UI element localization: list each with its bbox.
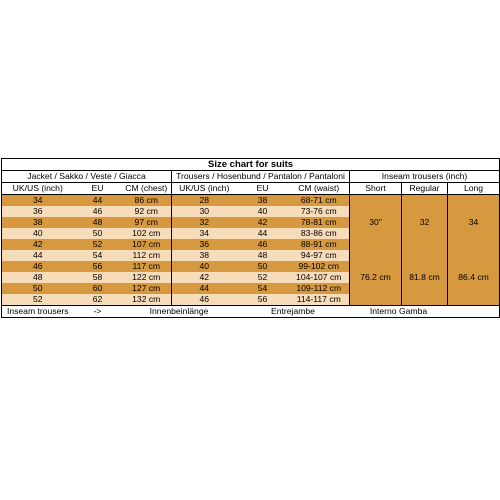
jacket-ukus-cell: 42	[2, 239, 74, 250]
group-header-row	[2, 171, 500, 183]
jacket-cm-cell: 112 cm	[122, 250, 172, 261]
footer-row	[2, 306, 500, 318]
jacket-eu-cell: 62	[74, 294, 122, 306]
jacket-ukus-cell: 44	[2, 250, 74, 261]
jacket-cm-cell: 86 cm	[122, 195, 172, 207]
trousers-eu-cell: 56	[237, 294, 289, 306]
jacket-eu-cell: 54	[74, 250, 122, 261]
jacket-eu-cell: 50	[74, 228, 122, 239]
jacket-eu-cell: 58	[74, 272, 122, 283]
jacket-eu-cell: 52	[74, 239, 122, 250]
footer-italian: Interno Gamba	[350, 306, 448, 318]
jacket-cm-header: CM (chest)	[122, 183, 172, 195]
trousers-ukus-cell: 38	[172, 250, 237, 261]
trousers-eu-header: EU	[237, 183, 289, 195]
jacket-cm-cell: 97 cm	[122, 217, 172, 228]
jacket-ukus-cell: 46	[2, 261, 74, 272]
trousers-ukus-cell: 44	[172, 283, 237, 294]
trousers-cm-cell: 109-112 cm	[289, 283, 350, 294]
jacket-ukus-cell: 38	[2, 217, 74, 228]
jacket-eu-cell: 46	[74, 206, 122, 217]
chart-title: Size chart for suits	[2, 159, 500, 171]
jacket-ukus-cell: 40	[2, 228, 74, 239]
inseam-regular-header: Regular	[402, 183, 448, 195]
table-row	[2, 250, 500, 261]
footer-arrow: ->	[74, 306, 122, 318]
jacket-eu-cell: 48	[74, 217, 122, 228]
trousers-cm-cell: 94-97 cm	[289, 250, 350, 261]
trousers-group-header: Trousers / Hosenbund / Pantalon / Pantaloni	[172, 171, 350, 183]
trousers-cm-cell: 114-117 cm	[289, 294, 350, 306]
jacket-ukus-cell: 36	[2, 206, 74, 217]
inseam-long-header: Long	[448, 183, 500, 195]
jacket-eu-cell: 60	[74, 283, 122, 294]
trousers-ukus-cell: 34	[172, 228, 237, 239]
inseam-long-cm: 86.4 cm	[448, 250, 500, 306]
trousers-cm-cell: 88-91 cm	[289, 239, 350, 250]
trousers-cm-cell: 104-107 cm	[289, 272, 350, 283]
footer-french: Entrejambe	[237, 306, 350, 318]
trousers-eu-cell: 46	[237, 239, 289, 250]
trousers-ukus-cell: 28	[172, 195, 237, 207]
footer-spacer	[448, 306, 500, 318]
trousers-cm-cell: 68-71 cm	[289, 195, 350, 207]
trousers-eu-cell: 40	[237, 206, 289, 217]
inseam-short-header: Short	[350, 183, 402, 195]
jacket-eu-cell: 44	[74, 195, 122, 207]
trousers-ukus-cell: 32	[172, 217, 237, 228]
footer-german: Innenbeinlänge	[122, 306, 237, 318]
table-row	[2, 195, 500, 207]
footer-english: Inseam trousers	[2, 306, 74, 318]
trousers-eu-cell: 48	[237, 250, 289, 261]
jacket-cm-cell: 132 cm	[122, 294, 172, 306]
jacket-eu-header: EU	[74, 183, 122, 195]
trousers-ukus-cell: 42	[172, 272, 237, 283]
trousers-cm-cell: 99-102 cm	[289, 261, 350, 272]
jacket-eu-cell: 56	[74, 261, 122, 272]
inseam-long-inch: 34	[448, 195, 500, 251]
inseam-regular-inch: 32	[402, 195, 448, 251]
column-header-row	[2, 183, 500, 195]
trousers-ukus-cell: 30	[172, 206, 237, 217]
trousers-eu-cell: 50	[237, 261, 289, 272]
jacket-ukus-cell: 48	[2, 272, 74, 283]
trousers-cm-cell: 73-76 cm	[289, 206, 350, 217]
jacket-cm-cell: 92 cm	[122, 206, 172, 217]
size-chart-table	[1, 158, 500, 318]
jacket-cm-cell: 122 cm	[122, 272, 172, 283]
jacket-ukus-cell: 34	[2, 195, 74, 207]
jacket-ukus-header: UK/US (inch)	[2, 183, 74, 195]
jacket-cm-cell: 117 cm	[122, 261, 172, 272]
title-row	[2, 159, 500, 171]
jacket-cm-cell: 107 cm	[122, 239, 172, 250]
trousers-eu-cell: 38	[237, 195, 289, 207]
trousers-cm-cell: 83-86 cm	[289, 228, 350, 239]
trousers-eu-cell: 54	[237, 283, 289, 294]
trousers-eu-cell: 42	[237, 217, 289, 228]
jacket-group-header: Jacket / Sakko / Veste / Giacca	[2, 171, 172, 183]
inseam-short-inch: 30"	[350, 195, 402, 251]
jacket-cm-cell: 127 cm	[122, 283, 172, 294]
jacket-ukus-cell: 50	[2, 283, 74, 294]
trousers-ukus-cell: 40	[172, 261, 237, 272]
jacket-ukus-cell: 52	[2, 294, 74, 306]
trousers-ukus-cell: 36	[172, 239, 237, 250]
trousers-eu-cell: 52	[237, 272, 289, 283]
inseam-short-cm: 76.2 cm	[350, 250, 402, 306]
inseam-regular-cm: 81.8 cm	[402, 250, 448, 306]
trousers-ukus-cell: 46	[172, 294, 237, 306]
jacket-cm-cell: 102 cm	[122, 228, 172, 239]
trousers-eu-cell: 44	[237, 228, 289, 239]
trousers-cm-cell: 78-81 cm	[289, 217, 350, 228]
inseam-group-header: Inseam trousers (inch)	[350, 171, 500, 183]
trousers-cm-header: CM (waist)	[289, 183, 350, 195]
trousers-ukus-header: UK/US (inch)	[172, 183, 237, 195]
